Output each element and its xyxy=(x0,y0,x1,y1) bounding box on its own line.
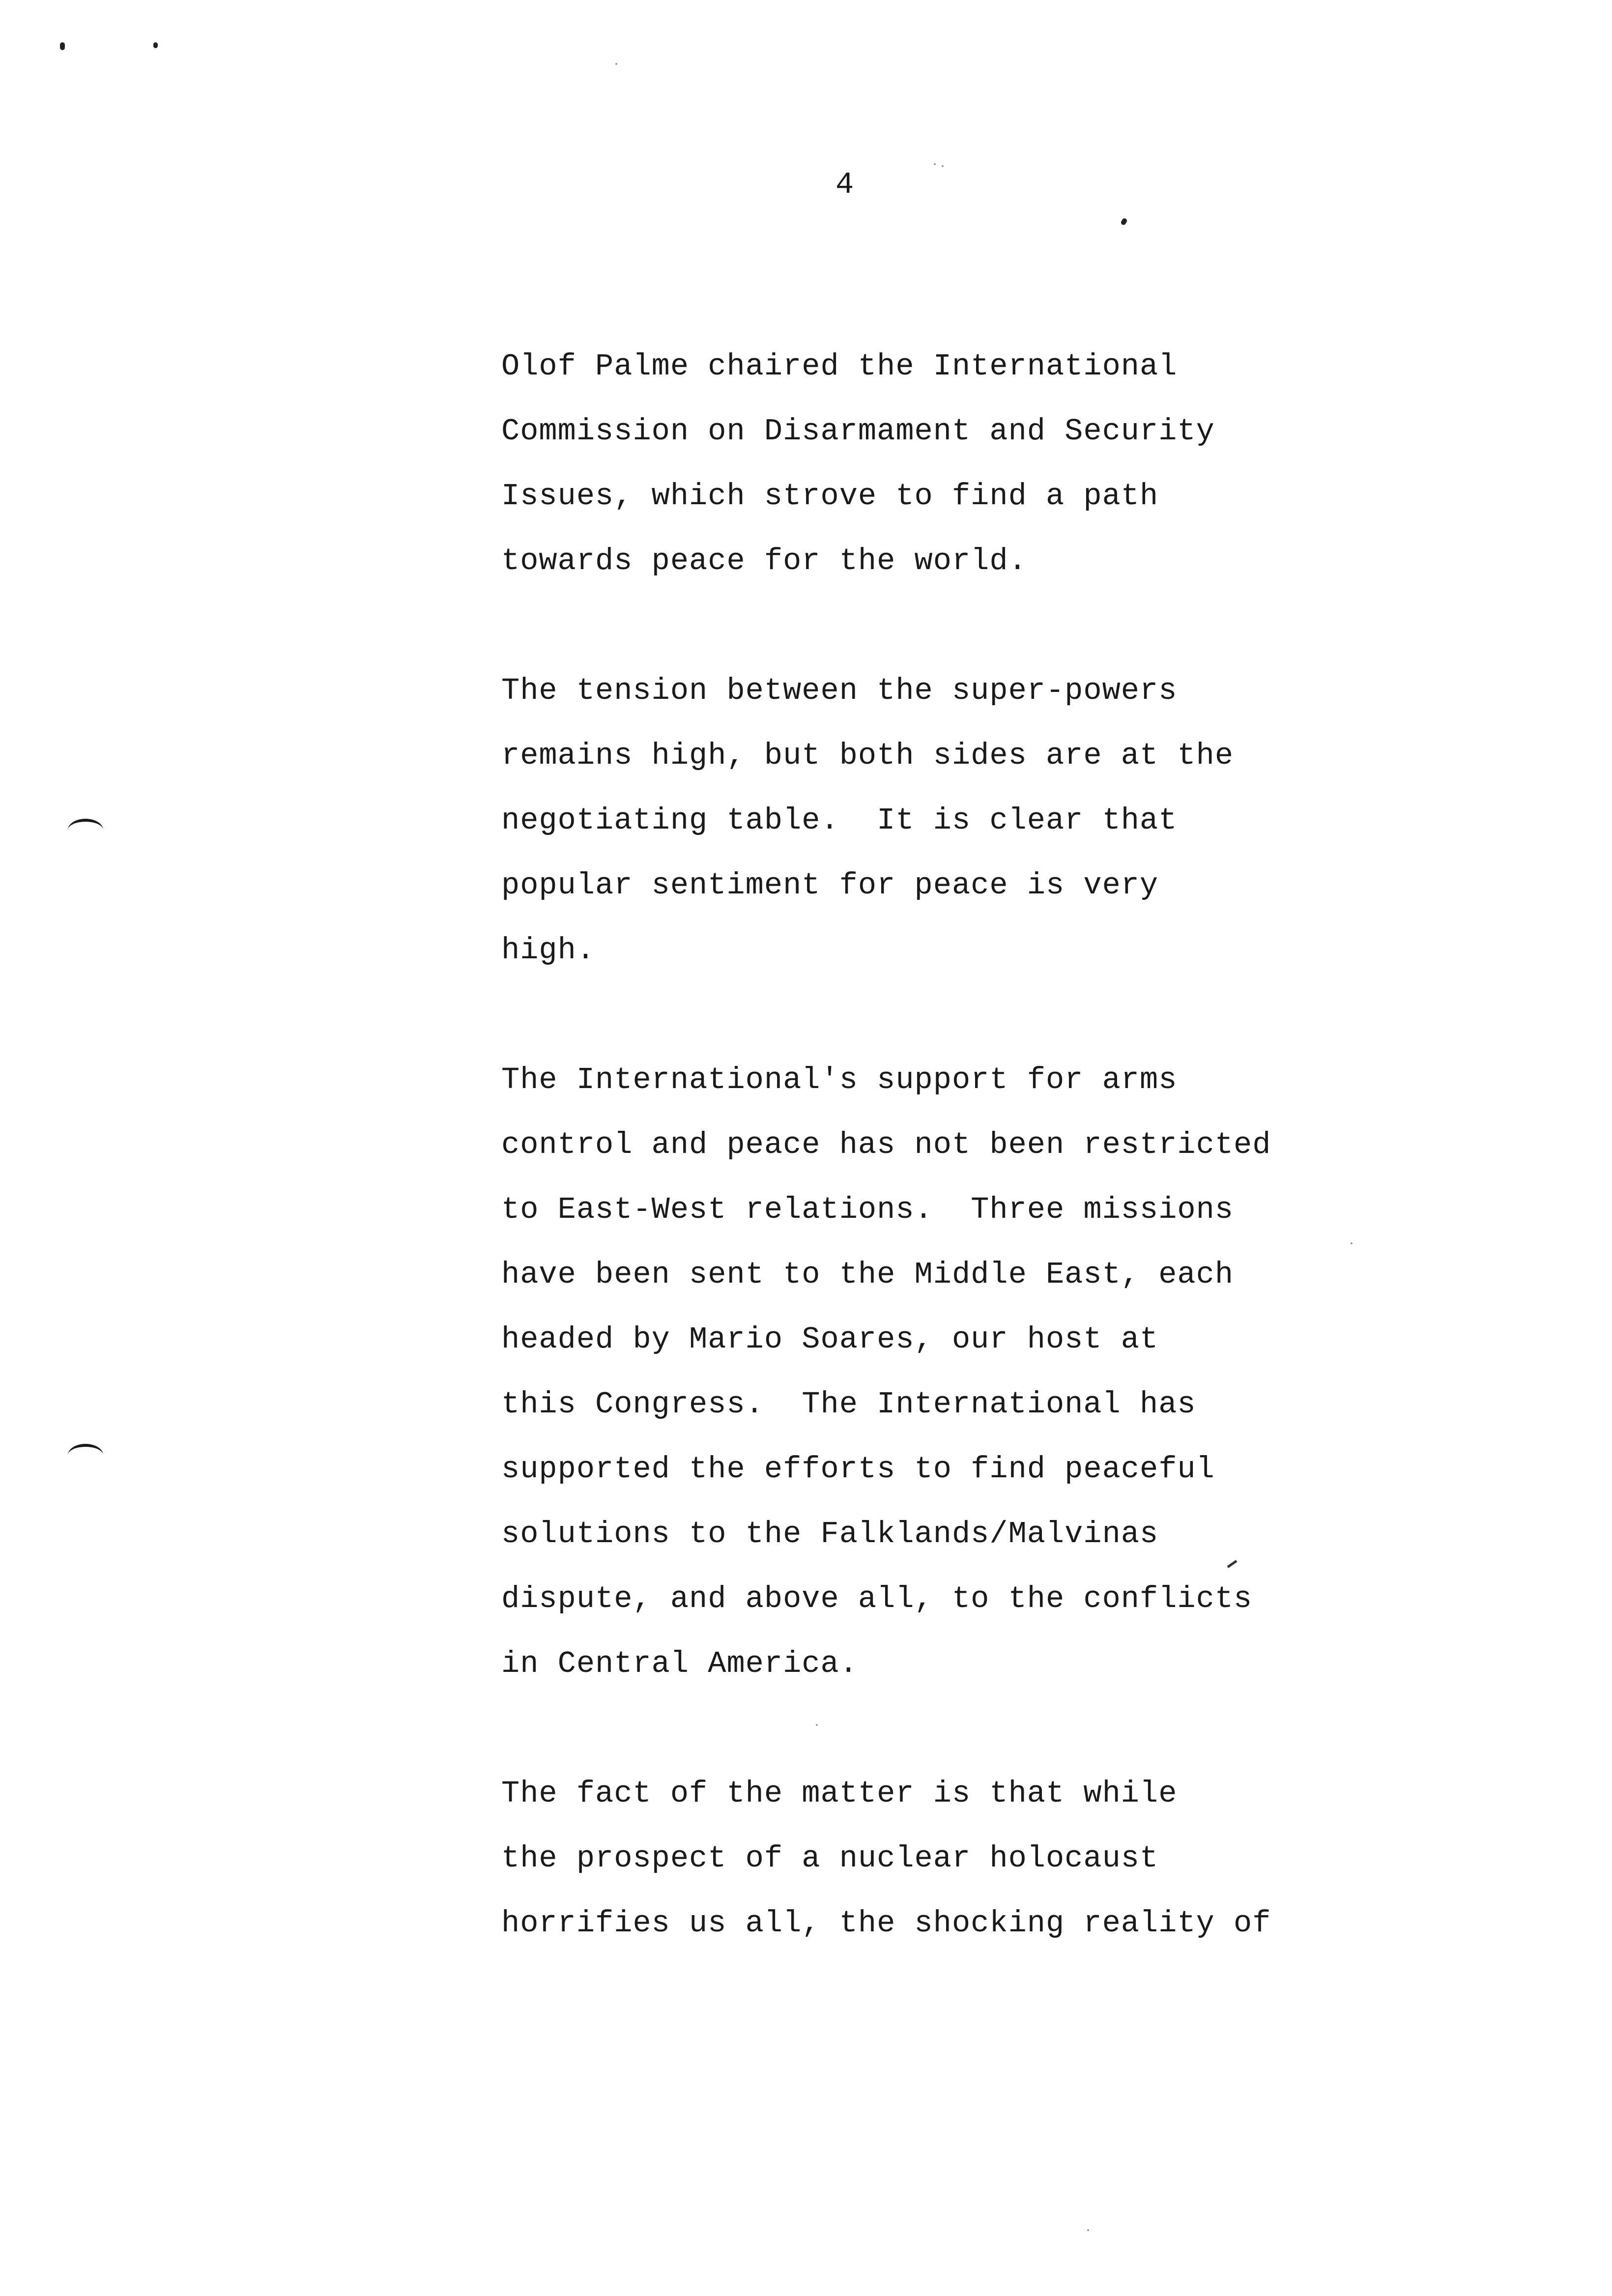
text-line: The tension between the super-powers xyxy=(501,673,1178,708)
scan-speck xyxy=(153,42,158,48)
text-line: supported the efforts to find peaceful xyxy=(501,1452,1215,1487)
text-line: remains high, but both sides are at the xyxy=(501,738,1234,773)
text-line: horrifies us all, the shocking reality of xyxy=(501,1906,1271,1941)
text-line: control and peace has not been restricted xyxy=(501,1127,1271,1162)
text-line: The International's support for arms xyxy=(501,1062,1178,1097)
paragraph xyxy=(501,1761,1484,1956)
text-line: to East-West relations. Three missions xyxy=(501,1192,1234,1227)
text-line: high. xyxy=(501,933,596,968)
text-line: popular sentiment for peace is very xyxy=(501,868,1159,903)
binder-hole-mark xyxy=(68,1444,103,1466)
text-line: this Congress. The International has xyxy=(501,1387,1196,1422)
body-text xyxy=(501,334,1484,2021)
text-line: the prospect of a nuclear holocaust xyxy=(501,1841,1159,1876)
paragraph xyxy=(501,659,1484,983)
text-line: dispute, and above all, to the conflicts xyxy=(501,1581,1253,1616)
text-line: Issues, which strove to find a path xyxy=(501,479,1159,514)
paragraph xyxy=(501,334,1484,594)
scan-speck xyxy=(615,63,617,65)
scan-speck xyxy=(60,42,65,50)
page-number: 4 xyxy=(835,167,854,202)
text-line: in Central America. xyxy=(501,1646,858,1681)
text-line: The fact of the matter is that while xyxy=(501,1776,1178,1811)
scan-speck xyxy=(1087,2229,1089,2231)
text-line: Commission on Disarmament and Security xyxy=(501,414,1215,449)
scan-speck xyxy=(942,165,944,167)
text-line: towards peace for the world. xyxy=(501,544,1027,578)
text-line: solutions to the Falklands/Malvinas xyxy=(501,1517,1159,1551)
scan-speck xyxy=(934,163,936,165)
text-line: headed by Mario Soares, our host at xyxy=(501,1322,1159,1357)
binder-hole-mark xyxy=(68,819,103,841)
text-line: have been sent to the Middle East, each xyxy=(501,1257,1234,1292)
text-line: Olof Palme chaired the International xyxy=(501,349,1178,384)
scan-speck xyxy=(1120,217,1128,226)
text-line: negotiating table. It is clear that xyxy=(501,803,1178,838)
paragraph xyxy=(501,1048,1484,1696)
